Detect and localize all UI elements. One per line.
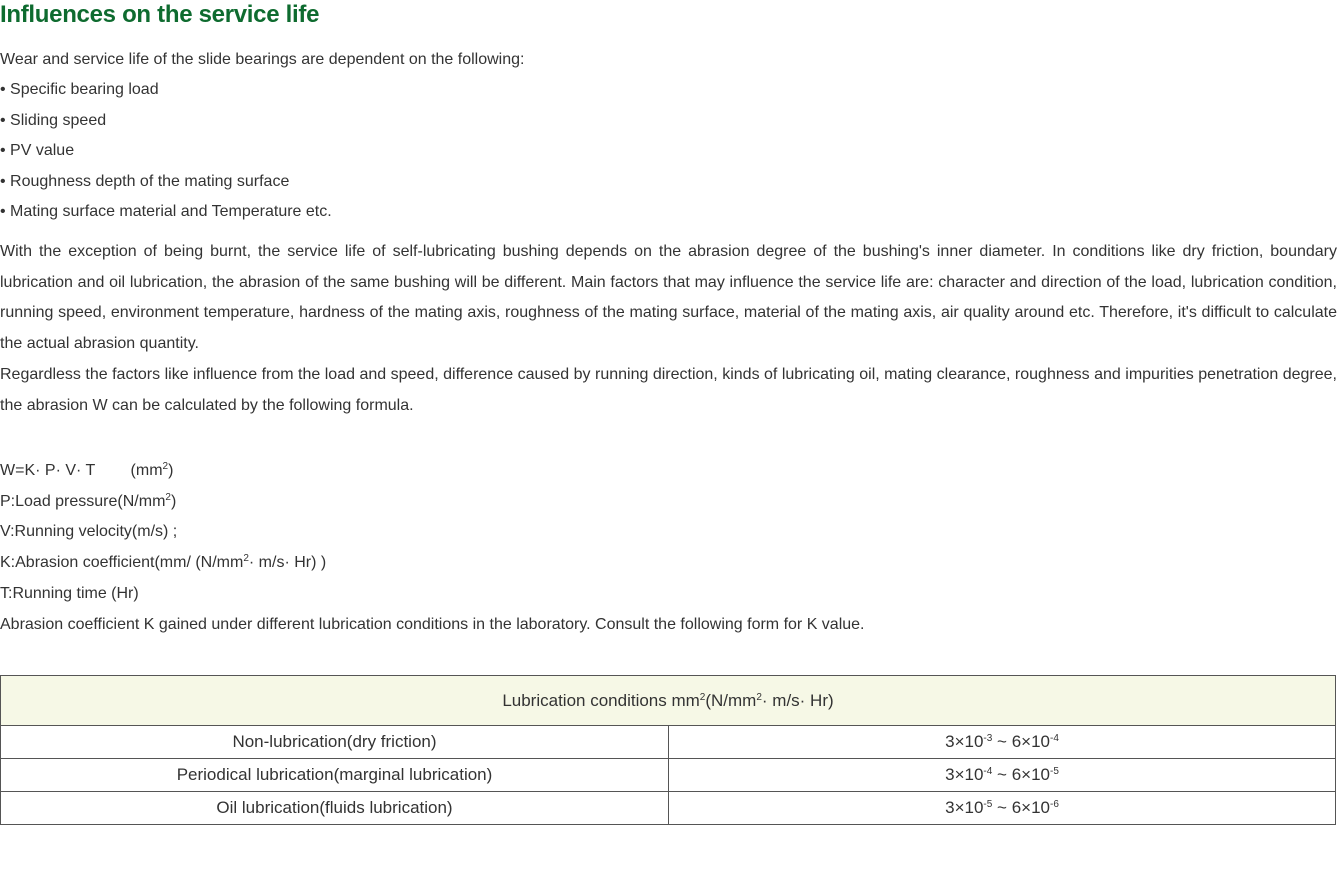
formula-v-definition: V:Running velocity(m/s) ; [0,523,178,541]
formula-block [0,456,865,640]
formula-unit: $(mm^2)$ [130,461,174,479]
formula-k-definition: K:Abrasion coefficient(mm/ $(N/mm^2\cdot m/s\cdot Hr)$ ) [0,553,327,572]
list-item: • Sliding speed [0,106,332,137]
list-item: • Mating surface material and Temperature etc. [0,197,332,228]
coefficient-cell: $3\times 10^{-5}$ ~ $6\times 10^{-6}$ [669,792,1336,825]
condition-cell: Oil lubrication(fluids lubrication) [1,792,669,825]
list-item: • Roughness depth of the mating surface [0,167,332,198]
formula-main [0,456,865,487]
table-row [1,759,1336,792]
coefficient-cell: $3\times 10^{-4}$ ~ $6\times 10^{-5}$ [669,759,1336,792]
paragraph-abrasion-formula: Regardless the factors like influence from the load and speed, difference caused by running direction, kinds of lubricating oil, mating clearance, roughness and impurities penetration degree, the abrasion W can be calculated by the following formula. [0,366,1337,414]
formula-expression: W=K· P· V· T [0,462,95,479]
abrasion-coefficient-table [0,675,1336,825]
condition-cell: Non-lubrication(dry friction) [1,726,669,759]
table-row [1,726,1336,759]
table-row [1,792,1336,825]
coefficient-cell: $3\times 10^{-3}$ ~ $6\times 10^{-4}$ [669,726,1336,759]
formula-t-definition: T:Running time (Hr) [0,584,139,602]
table-header: Lubrication conditions $mm^2(N/mm^2\cdot m/s\cdot Hr)$ [1,676,1336,726]
paragraph-service-life: With the exception of being burnt, the service life of self-lubricating bushing depends on the abrasion degree of the bushing's inner diameter. In conditions like dry friction, boundary lubrication and oil lubrication, the abrasion of the same bushing will be different. Main factors that may influence the service life are: character and direction of the load, lubrication condition, running speed, environment temperature, hardness of the mating axis, roughness of the mating surface, material of the mating axis, air quality around etc. Therefore, it's difficult to calculate the actual abrasion quantity. [0,243,1337,353]
list-item: • Specific bearing load [0,75,332,106]
page-title: Influences on the service life [0,1,320,28]
formula-note: Abrasion coefficient K gained under different lubrication conditions in the laboratory. Consult the following form for K value. [0,615,865,633]
formula-p-definition: P:Load $pressure(N/mm^2)$ [0,491,177,510]
list-item: • PV value [0,136,332,167]
factor-list [0,75,332,228]
condition-cell: Periodical lubrication(marginal lubrication) [1,759,669,792]
intro-text: Wear and service life of the slide bearings are dependent on the following: [0,51,525,68]
